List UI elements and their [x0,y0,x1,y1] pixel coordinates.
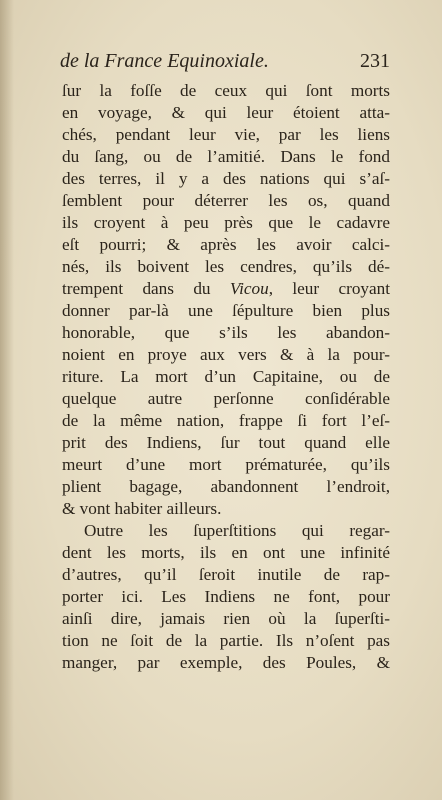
text-line: Outre les ſuperſtitions qui regar- [84,521,390,540]
text-line: ainſi dire, jamais rien où la ſuperſti- [62,609,390,628]
page-number: 231 [360,50,390,72]
text-line: du ſang, ou de l’amitié. Dans le fond [62,147,390,166]
text-line: des terres, il y a des nations qui s’aſ- [62,169,390,188]
text-line: honorable, que s’ils les abandon- [62,323,390,342]
text-line: trempent dans du Vicou, leur croyant [62,279,391,298]
text-line: ſemblent pour déterrer les os, quand [62,191,390,210]
text-line: quelque autre perſonne conſidérable [62,389,390,408]
text-line: en voyage, & qui leur étoient atta- [62,103,390,122]
body-text [62,80,390,674]
text-line: eſt pourri; & après les avoir calci- [62,235,390,254]
text-line: & vont habiter ailleurs. [62,499,222,518]
text-line: ſur la foſſe de ceux qui ſont morts [62,81,390,100]
running-title: de la France Equinoxiale. [60,50,269,72]
text-line: prit des Indiens, ſur tout quand elle [62,433,390,452]
text-line: meurt d’une mort prématurée, qu’ils [62,455,390,474]
text-line: noient en proye aux vers & à la pour- [62,345,390,364]
text-line: donner par-là une ſépulture bien plus [62,301,390,320]
running-header [60,50,390,80]
text-line: nés, ils boivent les cendres, qu’ils dé- [62,257,390,276]
text-line: chés, pendant leur vie, par les liens [62,125,390,144]
text-line: riture. La mort d’un Capitaine, ou de [62,367,390,386]
text-line: manger, par exemple, des Poules, & [62,653,390,672]
text-line: tion ne ſoit de la partie. Ils n’oſent pas [62,631,390,650]
text-line: plient bagage, abandonnent l’endroit, [62,477,390,496]
page-gutter-shadow [0,0,14,800]
text-line: d’autres, qu’il ſeroit inutile de rap- [62,565,390,584]
text-line: de la même nation, frappe ſi fort l’eſ- [62,411,390,430]
text-line: dent les morts, ils en ont une infinité [62,543,390,562]
text-line: ils croyent à peu près que le cadavre [62,213,390,232]
text-line: porter ici. Les Indiens ne font, pour [62,587,390,606]
